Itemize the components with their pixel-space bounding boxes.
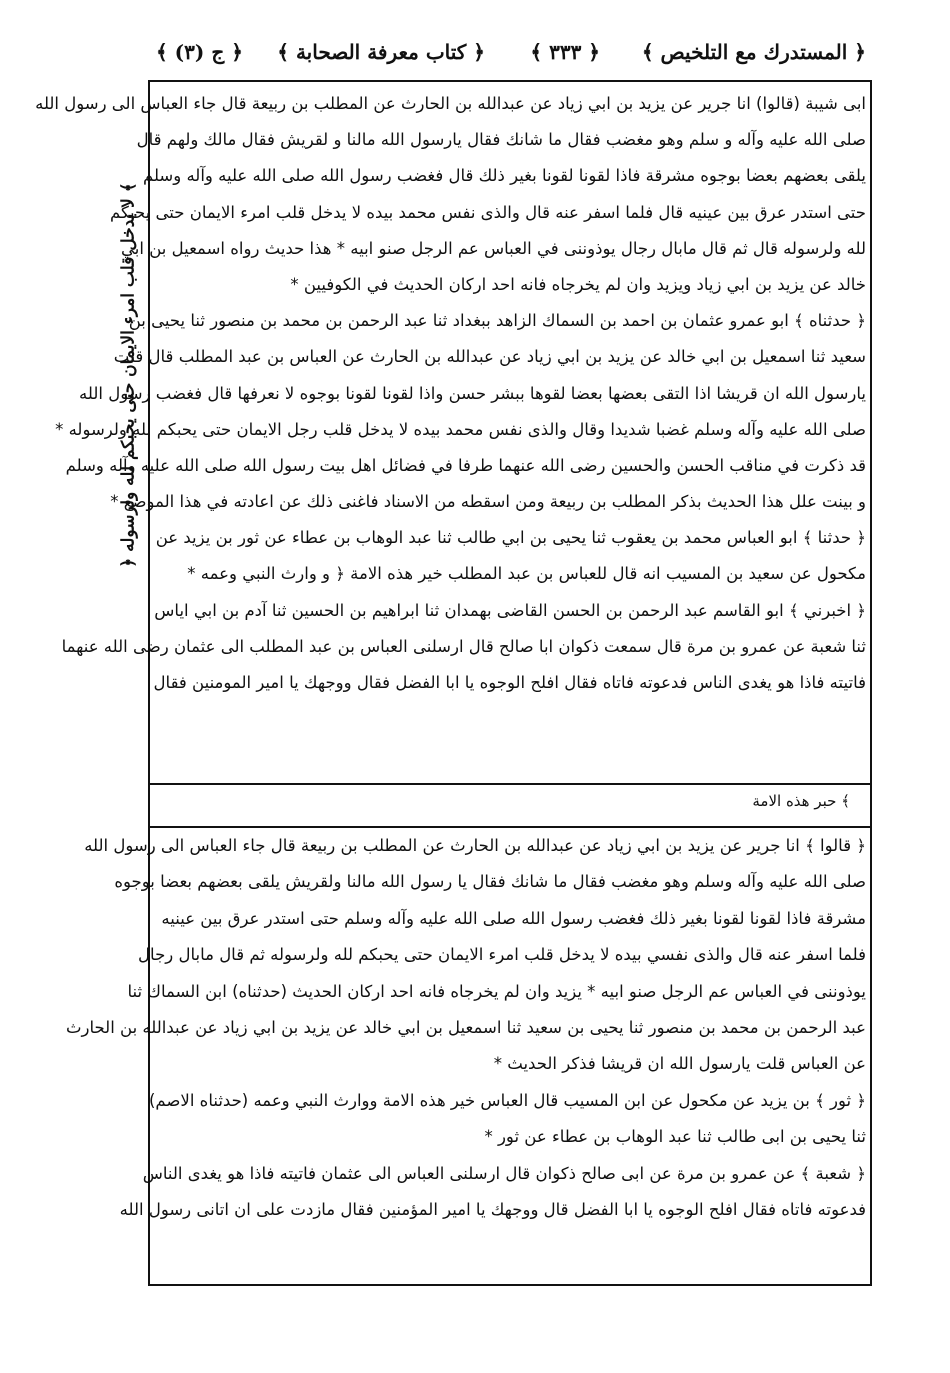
running-title: ﴿ المستدرك مع التلخيص ﴾ <box>641 40 866 64</box>
text-line: فلما اسفر عنه قال والذى نفسي بيده لا يدخل قلب امرء الايمان حتى يحبكم لله ولرسوله ثم قال مابال رجال <box>138 945 866 965</box>
text-line: فدعوته فاتاه فقال افلح الوجوه يا ابا الفضل قال ووجهك يا امير المؤمنين فقال مازدت على ان اتانى رسول الله <box>119 1199 866 1219</box>
text-line: ابى شيبة (قالوا) انا جرير عن يزيد بن ابي زياد عن عبدالله بن الحارث عن المطلب بن ربيعة قال جاء العباس الى رسول الله <box>35 94 866 113</box>
text-line: يلقى بعضهم بعضا بوجوه مشرقة فاذا لقونا لقونا بغير ذلك قال فغضب رسول الله صلى الله عليه وآله وسلم <box>142 166 866 186</box>
upper-section-divider <box>148 783 872 785</box>
text-line: عن العباس قلت يارسول الله ان قريشا فذكر الحديث * <box>493 1054 866 1074</box>
text-line: عبد الرحمن بن محمد بن منصور ثنا يحيى بن سعيد ثنا اسمعيل بن ابي خالد عن يزيد بن ابي زياد عن عبدالله بن الحارث <box>65 1017 866 1037</box>
text-line: ﴿ قالوا ﴾ انا جرير عن يزيد بن ابي زياد عن عبدالله بن الحارث عن المطلب بن ربيعة قال جاء العباس الى رسول الله <box>84 836 866 855</box>
text-line: لله ولرسوله قال ثم قال مابال رجال يوذوننى في العباس عم الرجل صنو ابيه * هذا حديث رواه اسمعيل بن ابي <box>121 238 866 258</box>
book-section-title: ﴿ كتاب معرفة الصحابة ﴾ <box>277 40 485 64</box>
text-line: ثنا شعبة عن عمرو بن مرة قال سمعت ذكوان ابا صالح قال ارسلنى العباس بن عبد المطلب الى عثمان رضى الله عنهما <box>61 636 866 656</box>
footnote: ﴾ حبر هذه الامة <box>752 792 850 810</box>
text-line: يوذوننى في العباس عم الرجل صنو ابيه * يزيد وان لم يخرجاه فانه احد اركان الحديث (حدثناه) ابن السماك ثنا <box>127 981 866 1001</box>
margin-note-text: ﴿ لا يدخل قلب امرء الايمان حتى يحبكم لله ولرسوله ﴾ <box>118 182 139 568</box>
volume-label: ﴿ ج (٣) ﴾ <box>156 40 243 64</box>
text-line: فاتيته فاذا هو يغدى الناس فدعوته فاتاه فقال افلح الوجوه يا ابا الفضل فقال ووجهك يا امير المومنين فقال <box>153 673 866 692</box>
text-line: ﴿ شعبة ﴾ عن عمرو بن مرة عن ابى صالح ذكوان قال ارسلنى العباس الى عثمان فاتيته فاذا هو يغدى الناس <box>142 1163 866 1183</box>
text-line: سعيد ثنا اسمعيل بن ابي خالد عن يزيد بن ابي زياد عن عبدالله بن الحارث عن العباس بن عبد المطلب قال قلت <box>113 347 866 367</box>
text-line: مشرقة فاذا لقونا لقونا بغير ذلك فغضب رسول الله صلى الله عليه وآله وسلم حتى استدر عرق بين عينيه <box>161 908 866 928</box>
page-number: ﴿ ٣٣٣ ﴾ <box>530 40 600 64</box>
main-text <box>35 86 866 701</box>
text-line: صلى الله عليه وآله وسلم غضبا شديدا وقال والذى نفس محمد بيده لا يدخل قلب رجل الايمان حتى يحبكم لله ولرسوله * <box>55 419 866 439</box>
text-line: صلى الله عليه وآله وسلم وهو مغضب فقال ما شانك فقال يا رسول الله مالنا ولقريش يلقى بعضهم بعضا بوجوه <box>114 872 866 892</box>
text-line: ثنا يحيى بن ابى طالب ثنا عبد الوهاب بن عطاء عن ثور * <box>484 1127 866 1147</box>
summary-text <box>65 828 866 1228</box>
text-line: خالد عن يزيد بن ابي زياد ويزيد وان لم يخرجاه فانه احد اركان الحديث في الكوفيين * <box>290 274 866 294</box>
text-line: و بينت علل هذا الحديث بذكر المطلب بن ربيعة ومن اسقطه من الاسناد فاغنى ذلك عن اعادته في هذا الموضع * <box>110 492 866 512</box>
text-line: مكحول عن سعيد بن المسيب انه قال للعباس بن عبد المطلب خير هذه الامة ﴿ و وارث النبي وعمه * <box>187 564 866 584</box>
text-line: ﴿ اخبرني ﴾ ابو القاسم عبد الرحمن بن الحسن القاضى بهمدان ثنا ابراهيم بن الحسين ثنا آدم بن ابي اياس <box>154 600 866 620</box>
text-line: قد ذكرت في مناقب الحسن والحسين رضى الله عنهما طرفا في فضائل اهل بيت رسول الله صلى الله عليه وآله وسلم <box>65 455 866 475</box>
text-line: يارسول الله ان قريشا اذا التقى بعضها بعضا لقوها ببشر حسن واذا لقونا لقونا بوجوه لا نعرفها قال فغضب رسول الله <box>79 383 866 403</box>
text-line: حتى استدر عرق بين عينيه قال فلما اسفر عنه قال والذى نفس محمد بيده لا يدخل قلب امرء الايمان حتى يحبكم <box>109 202 866 222</box>
text-line: ﴿ حدثنا ﴾ ابو العباس محمد بن يعقوب ثنا يحيى بن ابي طالب ثنا عبد الوهاب بن عطاء عن ثور بن يزيد عن <box>155 528 866 548</box>
text-line: ﴿ حدثناه ﴾ ابو عمرو عثمان بن احمد بن السماك الزاهد ببغداد ثنا عبد الرحمن بن محمد بن منصور ثنا يحيى بن <box>128 311 866 331</box>
text-line: صلى الله عليه وآله و سلم وهو مغضب فقال ما شانك فقال يارسول الله مالنا و لقريش فقال مالك ولهم قال <box>136 130 866 150</box>
text-line: ﴿ ثور ﴾ بن يزيد عن مكحول عن ابن المسيب قال العباس خير هذه الامة ووارث النبي وعمه (حدثناه الاصم) <box>149 1090 866 1110</box>
page-header <box>150 36 870 76</box>
